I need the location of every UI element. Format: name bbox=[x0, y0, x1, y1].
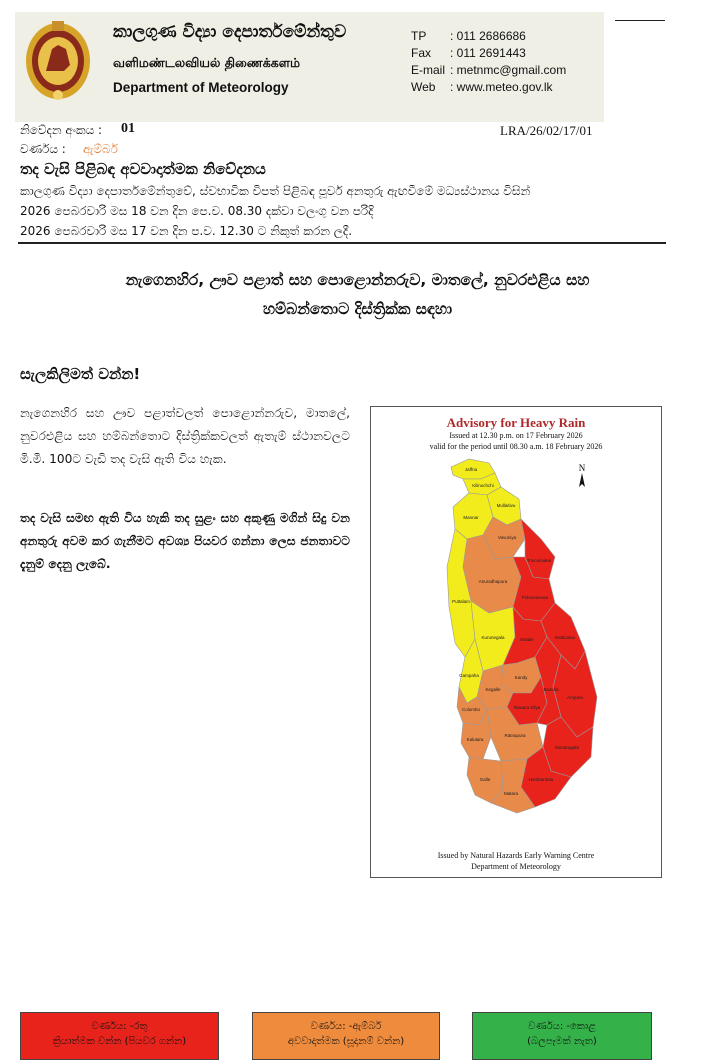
map-issued-time: Issued at 12.30 p.m. on 17 February 2026 bbox=[449, 431, 583, 440]
map-title: Advisory for Heavy Rain bbox=[446, 415, 586, 430]
legend-green-subtitle: (බලපෑමක් නැත) bbox=[527, 1036, 597, 1047]
issue-number: 01 bbox=[121, 121, 135, 136]
district-label-anuradhapura: Anuradhapura bbox=[478, 579, 508, 584]
district-label-polonnaruwa: Polonnaruwa bbox=[521, 595, 549, 600]
rainfall-paragraph: නැගෙනහිර සහ ඌව පළාත්වලත් පොළොන්නරුව, මාතලේ, නුවරඑළිය සහ හම්බන්තොට දිස්ත්‍රික්කවලත් ඇතැම් ස්ථානවලට මි.මී. 100ට වැඩි තද වැසි ඇති විය හැක. bbox=[20, 406, 350, 466]
legend-red-subtitle: ක්‍රියාත්මක වන්න (පියවර ගන්න) bbox=[52, 1036, 187, 1047]
sri-lanka-emblem bbox=[22, 15, 94, 103]
legend-amber-subtitle: අවවාදාත්මක (සූදානම් වන්න) bbox=[287, 1036, 405, 1047]
legend-amber bbox=[252, 1012, 440, 1060]
district-label-vavuniya: Vavuniya bbox=[497, 535, 517, 540]
header-rule bbox=[615, 20, 665, 21]
issued-time-line: 2026 පෙබරවාරි මස 17 වන දින ප.ව. 12.30 ට නිකුත් කරන ලදී. bbox=[20, 224, 353, 238]
notice-title: තද වැසි පිළිබඳ අවවාදාත්මක නිවේදනය bbox=[20, 160, 266, 178]
affected-areas-headline bbox=[30, 266, 685, 324]
contact-web-value: : www.meteo.gov.lk bbox=[450, 80, 553, 94]
north-label: N bbox=[578, 463, 586, 473]
district-label-kandy: Kandy bbox=[514, 675, 528, 680]
district-label-kalutara: Kalutara bbox=[466, 737, 484, 742]
district-label-badulla: Badulla bbox=[543, 687, 559, 692]
section-divider bbox=[18, 242, 666, 244]
district-label-batticaloa: Batticaloa bbox=[555, 635, 575, 640]
contact-phone-label: TP bbox=[411, 29, 427, 43]
district-label-kilinochchi: Kilinochchi bbox=[472, 483, 494, 488]
district-label-gampaha: Gampaha bbox=[459, 673, 479, 678]
district-label-ampara: Ampara bbox=[567, 695, 583, 700]
district-label-kegalle: Kegalle bbox=[485, 687, 501, 692]
contact-email-label: E-mail bbox=[411, 63, 446, 77]
contact-details bbox=[411, 28, 566, 96]
warning-colour-label: වර්ණය : bbox=[20, 142, 66, 156]
legend-green bbox=[472, 1012, 652, 1060]
district-label-matara: Matara bbox=[503, 791, 519, 796]
district-label-matale: Matale bbox=[520, 637, 534, 642]
contact-web bbox=[411, 79, 566, 96]
district-label-jaffna: Jaffna bbox=[464, 467, 478, 472]
be-alert-heading: සැලකිලිමත් වන්න! bbox=[20, 365, 141, 383]
headline-line-2: හම්බන්තොට දිස්ත්‍රික්ක සඳහා bbox=[262, 300, 453, 318]
map-issuer: Issued by Natural Hazards Early Warning Centre bbox=[437, 851, 595, 860]
safety-paragraph: තද වැසි සමඟ ඇති විය හැකි තද සුළං සහ අකුණු මගින් සිදු වන අනතුරු අවම කර ගැනීමට අවශ්‍ය පියවර ගන්නා ලෙස ජනතාවට දැනුම් දෙනු ලැබේ. bbox=[20, 511, 350, 571]
issue-number-label: නිවේදන අංකය : bbox=[20, 123, 103, 137]
department-name-tamil: வளிமண்டலவியல் திணைக்களம் bbox=[113, 55, 301, 70]
district-label-mullaitivu: Mullaitivu bbox=[496, 503, 516, 508]
district-label-galle: Galle bbox=[479, 777, 491, 782]
contact-web-label: Web bbox=[411, 80, 436, 94]
advisory-map bbox=[370, 406, 662, 878]
validity-line: 2026 පෙබරවාරි මස 18 වන දින පෙ.ව. 08.30 දක්වා වලංගු වන පරිදි bbox=[20, 204, 374, 218]
warning-colour-value: ඇම්බර් bbox=[83, 142, 118, 156]
contact-fax bbox=[411, 45, 566, 62]
district-label-nuwara-eliya: Nuwara Eliya bbox=[513, 705, 541, 710]
legend-red bbox=[20, 1012, 219, 1060]
contact-fax-label: Fax bbox=[411, 46, 432, 60]
map-department: Department of Meteorology bbox=[471, 862, 561, 871]
reference-number: LRA/26/02/17/01 bbox=[500, 123, 593, 138]
contact-email bbox=[411, 62, 566, 79]
contact-phone bbox=[411, 28, 566, 45]
contact-email-value: : metnmc@gmail.com bbox=[450, 63, 567, 77]
sri-lanka-map bbox=[371, 407, 661, 877]
district-label-puttalam: Puttalam bbox=[452, 599, 470, 604]
district-label-mannar: Mannar bbox=[463, 515, 479, 520]
district-label-kurunegala: Kurunegala bbox=[481, 635, 505, 640]
map-validity: valid for the period until 08.30 a.m. 18 February 2026 bbox=[429, 442, 603, 451]
department-name-sinhala: කාලගුණ විද්‍යා දෙපාර්තමේන්තුව bbox=[113, 22, 347, 42]
district-label-colombo: Colombo bbox=[461, 707, 481, 712]
headline-line-1: නැගෙනහිර, ඌව පළාත් සහ පොළොන්නරුව, මාතලේ, නුවරඑළිය සහ bbox=[125, 271, 590, 289]
department-name-english: Department of Meteorology bbox=[113, 80, 289, 95]
legend-green-title: වර්ණය: -කොළ bbox=[528, 1021, 596, 1032]
legend-amber-title: වර්ණය: -ඇම්බර් bbox=[310, 1021, 382, 1032]
contact-fax-value: : 011 2691443 bbox=[450, 46, 526, 60]
district-label-monaragala: Monaragala bbox=[555, 745, 579, 750]
contact-phone-value: : 011 2686686 bbox=[450, 29, 526, 43]
north-arrow-icon bbox=[579, 463, 586, 487]
district-label-hambantota: Hambantota bbox=[528, 777, 554, 782]
district-label-ratnapura: Ratnapura bbox=[504, 733, 526, 738]
district-label-trincomalee: Trincomalee bbox=[526, 558, 552, 563]
legend-red-title: වර්ණය: -රතු bbox=[91, 1021, 148, 1032]
issuer-line: කාලගුණ විද්‍යා දෙපාර්තමේන්තුවේ, ස්වභාවික විපත් පිළිබඳ පූර්ව අනතුරු ඇඟවීමේ මධ්‍යස්ථානය විසින් bbox=[20, 184, 531, 198]
